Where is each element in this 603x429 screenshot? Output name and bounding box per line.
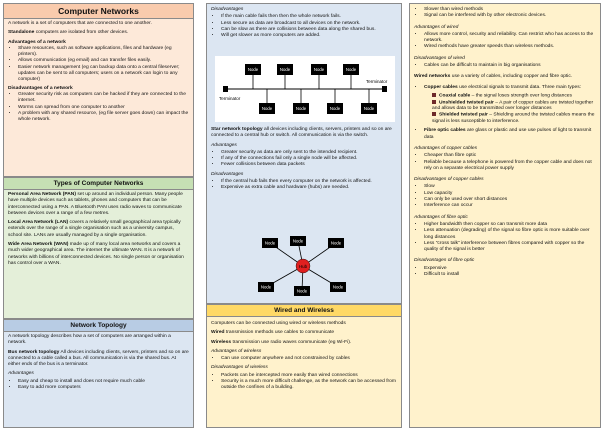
node-label: Node <box>330 240 342 246</box>
list-item: • If the central hub fails then every computer on the network is affected. <box>221 179 397 185</box>
copper-disadvantages-list <box>414 184 596 209</box>
network-topology-panel <box>3 319 194 428</box>
list-item: • Copper cables use electrical signals to transmit data. Three main types: <box>424 85 596 91</box>
list-item: • Worms can spread from one computer to another <box>18 105 189 111</box>
network-disadvantages-list <box>8 92 189 123</box>
list-item: • Packets can be intercepted more easily than wired connections <box>221 373 397 379</box>
list-item: • A problem with any shared resource, (eg file server goes down) can impact the whole network. <box>18 111 189 124</box>
wireless-disadvantages-list <box>211 373 397 392</box>
node-icon <box>294 286 310 296</box>
bus-advantages-list <box>8 379 189 392</box>
topology-definition: A network topology describes how a set of computers are arranged within a network. <box>8 334 171 346</box>
node-icon <box>327 103 343 114</box>
wired-wireless-header <box>207 305 401 317</box>
list-item: • Fibre optic cables are glass or plastic and use use pulses of light to transmit data <box>424 128 596 141</box>
list-item: • Share resources, such as software applications, files and hardware (eg printers). <box>18 46 189 59</box>
list-item: • Allows communication (eg email) and can transfer files easily. <box>18 58 189 64</box>
fibre-disadvantages-heading: Disadvantages of fibre optic <box>414 258 475 264</box>
wired-wireless-intro: Computers can be connected using wired or wireless methods <box>211 321 346 326</box>
types-of-networks-panel <box>3 177 194 319</box>
node-icon <box>262 238 278 248</box>
node-icon <box>277 64 293 75</box>
topology-title: Network Topology <box>70 322 127 329</box>
wired-disadvantages-heading: Disadvantages of wired <box>414 55 465 61</box>
node-label: Node <box>261 106 273 112</box>
computer-networks-panel <box>3 3 194 177</box>
node-icon <box>328 238 344 248</box>
types-header <box>4 178 193 190</box>
terminator-icon <box>223 86 228 92</box>
star-text: Star network topology all devices including clients, servers, printers and so on are connected to a central hub or switch. All communication is via the switch. <box>211 127 392 139</box>
wan-text: Wide Area Network (WAN) made up of many local area networks and covers a much wider geographical area. The internet the ultimate WAN. It is a network of networks with billions of interconnected devices. No single person or organisation has control over a WAN. <box>8 242 184 266</box>
list-item: • Will get slower as more computers are added. <box>221 33 397 39</box>
node-label: Node <box>264 240 276 246</box>
list-item: • Can only be used over short distances <box>424 197 596 203</box>
list-item: • If any of the connections fail only a single node will be affected. <box>221 156 397 162</box>
wireless-advantages-list <box>211 356 397 362</box>
topology-continued-panel <box>206 3 402 304</box>
wired-wireless-panel <box>206 304 402 428</box>
list-item: • If the main cable fails then then the whole network fails. <box>221 14 397 20</box>
node-icon <box>245 64 261 75</box>
network-advantages-heading: Advantages of a network <box>8 39 66 45</box>
bus-topology-diagram <box>215 56 395 122</box>
list-item: • Less "cross talk" interference between fibres compared with copper so the quality of the signal is better <box>424 241 596 254</box>
list-item: Coaxial cable – the signal loses strength over long distances <box>432 93 596 100</box>
bullet-icon <box>432 112 436 116</box>
standalone-text: Standalone computers are isolated from other devices. <box>8 30 129 36</box>
list-item: • Cables can be difficult to maintain in big organisations <box>424 63 596 69</box>
list-item: • Wired methods have greater speeds than wireless methods. <box>424 44 596 50</box>
star-disadvantages-list <box>211 179 397 192</box>
node-label: Node <box>313 67 325 73</box>
network-definition: A network is a set of computers that are connected to one another. <box>8 21 152 26</box>
list-item: • Greater security risk as computers can be hacked if they are connected to the internet. <box>18 92 189 105</box>
node-icon <box>258 282 274 292</box>
node-label: Node <box>329 106 341 112</box>
node-label: Node <box>295 106 307 112</box>
list-item: • Signal can be interfered with by other electronic devices. <box>424 13 596 19</box>
list-item: • Difficult to install <box>424 272 596 278</box>
topology-header <box>4 320 193 332</box>
list-item: • Less secure as data are broadcast to all devices on the network. <box>221 21 397 27</box>
copper-advantages-list <box>414 153 596 172</box>
star-topology-diagram <box>254 234 352 298</box>
lan-text: Local Area Network (LAN) covers a relatively small geographical area typically extends over the range of a single organisation such as a university campus, school site. LANs are usually managed by a single organisation. <box>8 220 181 238</box>
node-icon <box>259 103 275 114</box>
wireless-text: Wireless transmission use radio waves communicate (eg Wi-Fi). <box>211 339 352 345</box>
list-item: • Interference can occur <box>424 203 596 209</box>
copper-advantages-heading: Advantages of copper cables <box>414 145 478 151</box>
list-item: • Security is a much more difficult challenge, as the network can be accessed from outside the confines of a building. <box>221 379 397 392</box>
hub-icon <box>296 259 310 273</box>
network-advantages-list <box>8 46 189 84</box>
fibre-disadvantages-list <box>414 266 596 279</box>
node-label: Node <box>332 284 344 290</box>
list-item: • Slow <box>424 184 596 190</box>
node-label: Node <box>260 284 272 290</box>
copper-intro-list <box>414 85 596 91</box>
node-icon <box>361 103 377 114</box>
node-label: Node <box>296 288 308 294</box>
wireless-advantages-heading: Advantages of wireless <box>211 348 262 354</box>
terminator-label: Terminator <box>219 96 241 101</box>
wireless-disadvantages-continued <box>414 7 596 20</box>
list-item: • Higher bandwidth then copper so can transmit more data <box>424 222 596 228</box>
list-item: • Easy and cheap to install and does not require much cable <box>18 379 189 385</box>
wired-wireless-title: Wired and Wireless <box>274 307 334 314</box>
node-icon <box>343 64 359 75</box>
bullet-icon <box>432 93 436 97</box>
computer-networks-header <box>4 4 193 19</box>
copper-types-list <box>414 93 596 125</box>
list-item: • Can be slow as there are collisions between data along the shared bus. <box>221 27 397 33</box>
list-item: • Easier network management (eg can backup data onto a central fileserver; updates can be sent to all computers; users on a network can login to any computer) <box>18 65 189 84</box>
bus-disadvantages-list <box>211 14 397 39</box>
wired-advantages-heading: Advantages of wired <box>414 24 459 30</box>
star-advantages-heading: Advantages <box>211 142 237 148</box>
list-item: • Cheaper than fibre optic <box>424 153 596 159</box>
list-item: • Expensive <box>424 266 596 272</box>
fibre-intro-list <box>414 128 596 141</box>
bus-text: Bus network topology All devices including clients, servers, printers and so on are connected to a cable called a bus. All communication is via the shared bus. At either ends of the bus is a terminator. <box>8 349 189 368</box>
list-item: • Reliable because a telephone is powered from the copper cable and does not rely on a separate electrical power supply <box>424 160 596 173</box>
network-disadvantages-heading: Disadvantages of a network <box>8 85 73 91</box>
cables-panel <box>409 3 601 428</box>
computer-networks-title: Computer Networks <box>58 6 139 16</box>
terminator-label: Terminator <box>366 79 388 84</box>
wireless-disadvantages-heading: Disadvantages of wireless <box>211 365 268 371</box>
list-item: • Can use computer anywhere and not constrained by cables <box>221 356 397 362</box>
list-item: • Low capacity <box>424 191 596 197</box>
bus-disadvantages-heading: Disadvantages <box>211 7 244 12</box>
node-label: Node <box>363 106 375 112</box>
copper-disadvantages-heading: Disadvantages of copper cables <box>414 177 484 183</box>
list-item: • Allows more control, security and reliability. Can restrict who has access to the network. <box>424 32 596 45</box>
pan-text: Personal Area Network (PAN) set up around an individual person. Many people have multiple devices such as tablets, phones and computers that can be interconnected using a PAN. A Bluetooth PAN uses radio waves to communicate between devices over a range of a few metres. <box>8 192 183 216</box>
node-label: Node <box>292 238 304 244</box>
list-item: Shielded twisted pair – Shielding around the twisted cables means the signal is less susceptible to interference. <box>432 112 595 125</box>
node-icon <box>293 103 309 114</box>
star-advantages-list <box>211 150 397 169</box>
fibre-advantages-list <box>414 222 596 253</box>
wired-disadvantages-list <box>414 63 596 69</box>
node-icon <box>311 64 327 75</box>
bullet-icon <box>432 100 436 104</box>
list-item: • Greater security as data are only sent to the intended recipient. <box>221 150 397 156</box>
list-item: • Easy to add more computers <box>18 385 189 391</box>
node-label: Node <box>345 67 357 73</box>
bus-advantages-heading: Advantages <box>8 371 34 377</box>
list-item: • Less attenuation (degrading) of the signal so fibre optic is more suitable over long distances <box>424 228 596 241</box>
list-item: • Slower than wired methods <box>424 7 596 13</box>
list-item: Unshielded twisted pair – A pair of copper cables are twisted together and allows data to be transmitted over longer distances <box>432 99 594 112</box>
types-title: Types of Computer Networks <box>53 180 144 187</box>
node-label: Node <box>279 67 291 73</box>
list-item: • Expensive as extra cable and hardware (hubs) are needed. <box>221 185 397 191</box>
list-item: • Fewer collisions between data packets <box>221 162 397 168</box>
star-disadvantages-heading: Disadvantages <box>211 171 244 177</box>
node-label: Node <box>247 67 259 73</box>
terminator-icon <box>382 86 387 92</box>
node-icon <box>290 236 306 246</box>
wired-networks-text: Wired networks use a variety of cables, including copper and fibre optic. <box>414 74 573 80</box>
wired-text: Wired transmission methods use cables to communicate <box>211 330 335 336</box>
wired-advantages-list <box>414 32 596 51</box>
node-icon <box>330 282 346 292</box>
fibre-advantages-heading: Advantages of fibre optic <box>414 214 468 220</box>
hub-label: Hub <box>298 264 308 269</box>
